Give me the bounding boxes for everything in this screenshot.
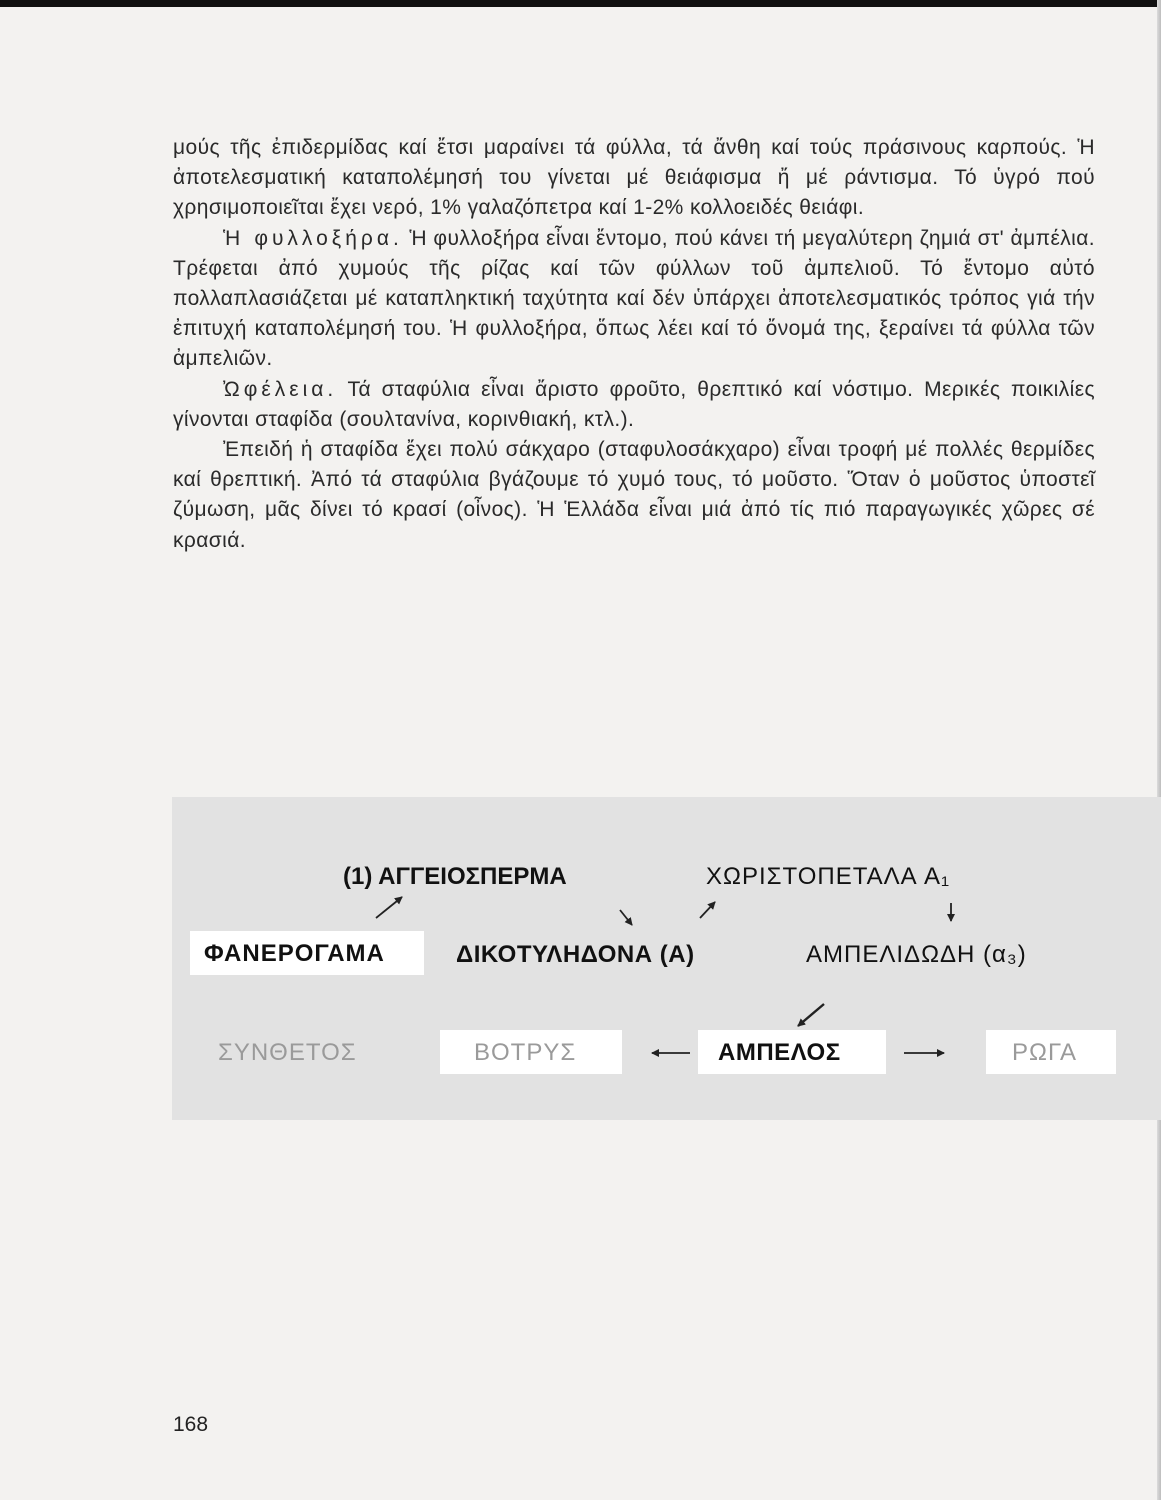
line: πράσινους καρπούς. Ἡ ἀποτελεσματική καταπολέμησή του γίνεται μέ (173, 136, 1095, 190)
label-votrys: ΒΟΤΡΥΣ (474, 1039, 577, 1066)
label-angiosperma: (1) ΑΓΓΕΙΟΣΠΕΡΜΑ (343, 863, 567, 890)
label-dikotyledona: ΔΙΚΟΤΥΛΗΔΟΝΑ (Α) (456, 941, 695, 968)
arrow-angiosperma-to-dikotyledona (620, 910, 632, 925)
label-synthetos: ΣΥΝΘΕΤΟΣ (218, 1039, 357, 1066)
arrow-faneroga-to-angiosperma (376, 897, 402, 918)
line: θειάφισμα ἤ μέ ράντισμα. Τό ὑγρό πού χρησιμοποιεῖται ἔχει νερό, 1% (173, 166, 1095, 220)
page-number: 168 (173, 1413, 209, 1436)
benefits-text: Τά σταφύλια εἶναι ἄριστο φροῦτο, θρεπτικό καί νόστιμο. Μερικές ποικιλίες γίνονται σταφίδα (σουλτανίνα, κορινθιακή, κτλ.). (173, 377, 1095, 431)
choristopetala-text: ΧΩΡΙΣΤΟΠΕΤΑΛΑ (706, 863, 917, 890)
choristopetala-subscript: A₁ (923, 863, 951, 890)
phylloxera-heading: Ἡ φυλλοξήρα. (223, 226, 403, 250)
line: γαλαζόπετρα καί 1-2% κολλοειδές θειάφι. (467, 196, 865, 220)
arrow-ampelidodi-to-ampelos (798, 1004, 824, 1026)
label-roga: ΡΩΓΑ (1012, 1039, 1077, 1066)
label-faneroga: ΦΑΝΕΡΟΓΑΜΑ (204, 940, 385, 967)
label-ampelos: ΑΜΠΕΛΟΣ (718, 1039, 841, 1066)
raisin-text: Ἐπειδή ἡ σταφίδα ἔχει πολύ σάκχαρο (σταφυλοσάκχαρο) εἶναι τροφή μέ πολλές θερμίδες καί θρεπτική. Ἀπό τά σταφύλια βγάζουμε τό χυμό τους, τό μοῦστο. Ὅταν ὁ μοῦστος ὑποστεῖ ζύμωση, μᾶς δίνει τό κρασί (οἶνος). Ἡ Ἑλλάδα εἶναι μιά ἀπό τίς πιό παραγωγικές χῶρες σέ κρασιά. (173, 438, 1095, 552)
benefits-heading: Ὠφέλεια. (223, 377, 338, 401)
arrow-dikotyledona-to-choristopetala (700, 902, 715, 918)
line: μούς τῆς ἐπιδερμίδας καί ἔτσι μαραίνει τά φύλλα, τά ἄνθη καί τούς (173, 136, 853, 159)
ampelidodi-subscript: (α₃) (983, 941, 1027, 968)
phylloxera-text: Ἡ φυλλοξήρα εἶναι ἔντομο, πού κάνει τή μεγαλύτερη ζημιά στ' ἀμπέλια. Τρέφεται ἀπό χυμούς τῆς ρίζας καί τῶν φύλλων τοῦ ἀμπελιοῦ. Τό ἔντομο αὐτό πολλαπλασιάζεται μέ καταπληκτική ταχύτητα καί δέν ὑπάρχει ἀποτελεσματικός τρόπος γιά τήν ἐπιτυχή καταπολέμησή του. Ἡ φυλλοξήρα, ὅπως λέει καί τό ὄνομά της, ξεραίνει τά φύλλα τῶν ἀμπελιῶν. (173, 226, 1095, 371)
ampelidodi-text: ΑΜΠΕΛΙΔΩΔΗ (806, 941, 976, 968)
